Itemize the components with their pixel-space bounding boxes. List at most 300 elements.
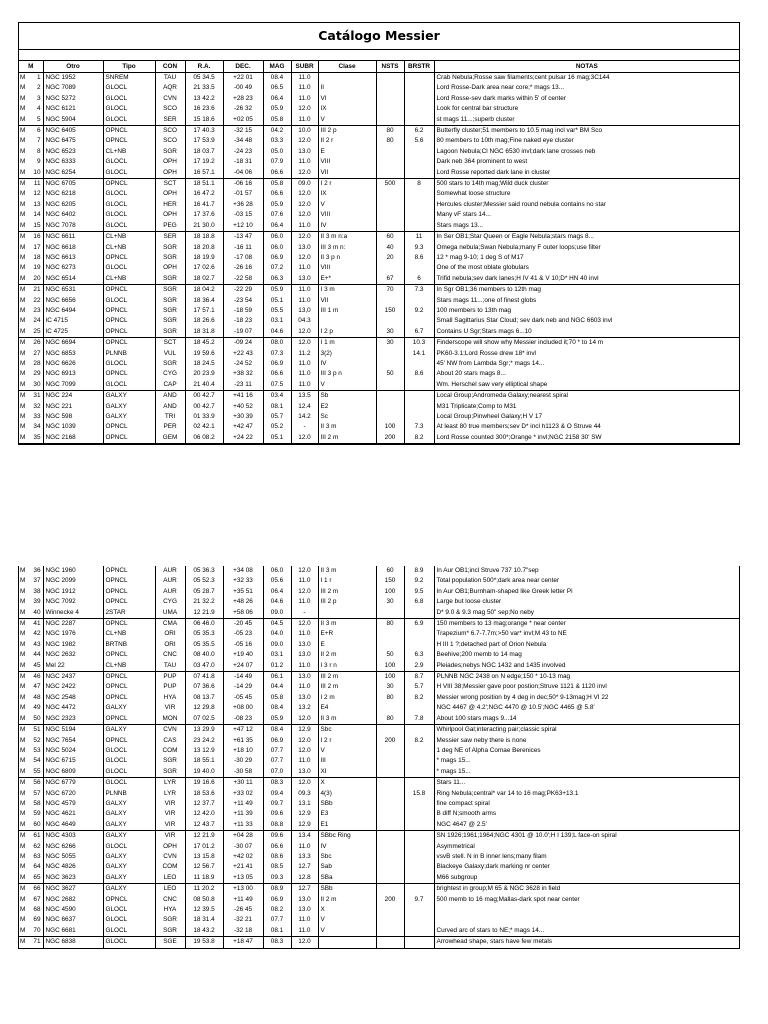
cell-con: OPH <box>155 842 185 852</box>
cell-brstr <box>404 842 434 852</box>
cell-ra: 18 51.1 <box>185 179 223 190</box>
cell-brstr <box>404 263 434 273</box>
cell-nsts <box>376 412 404 422</box>
cell-m-number: 19 <box>33 264 41 272</box>
cell-con: HYA <box>155 905 185 915</box>
cell-m-number: 22 <box>33 296 41 304</box>
cell-tipo: OPNCL <box>103 136 155 146</box>
header-otro: Otro <box>43 61 103 73</box>
cell-nsts: 30 <box>376 338 404 349</box>
cell-clase: II 2 r <box>318 136 376 146</box>
cell-notas: In Ser OB1;Star Queen or Eagle Nebula;stars mags 8... <box>434 232 739 243</box>
cell-m-prefix: M <box>20 74 26 81</box>
cell-m-prefix: M <box>20 746 26 754</box>
cell-subr: 11.0 <box>291 926 318 937</box>
header-m: M <box>19 61 43 73</box>
cell-nsts <box>376 809 404 819</box>
cell-subr: 12.0 <box>291 433 318 444</box>
table-row <box>19 608 739 619</box>
cell-nsts <box>376 789 404 799</box>
cell-tipo: GALXY <box>103 884 155 895</box>
cell-con: VIR <box>155 820 185 831</box>
cell-subr: 13.0 <box>291 905 318 915</box>
cell-tipo: GALXY <box>103 391 155 402</box>
cell-subr: 13.0 <box>291 895 318 905</box>
cell-con: CNC <box>155 650 185 660</box>
cell-ra: 03 47.0 <box>185 661 223 672</box>
cell-brstr: 8.2 <box>404 736 434 746</box>
cell-brstr: 10.3 <box>404 338 434 349</box>
cell-dec: +38 32 <box>223 369 263 379</box>
cell-otro: NGC 6694 <box>43 338 103 349</box>
cell-mag: 07.7 <box>263 746 291 756</box>
cell-otro: NGC 4472 <box>43 703 103 713</box>
cell-tipo: OPNCL <box>103 736 155 746</box>
cell-m-number: 31 <box>33 392 41 400</box>
cell-brstr <box>404 94 434 104</box>
table-row <box>19 327 739 338</box>
cell-m-prefix: M <box>19 608 29 619</box>
cell-clase: V <box>318 115 376 126</box>
cell-nsts <box>376 189 404 199</box>
cell-nsts <box>376 831 404 842</box>
cell-subr: 13.0 <box>291 640 318 650</box>
cell-con: CVN <box>155 725 185 736</box>
cell-otro: Winnecke 4 <box>43 608 103 619</box>
cell-mag: 05.8 <box>263 179 291 190</box>
cell-mag: 03.4 <box>263 391 291 402</box>
cell-dec: -04 06 <box>223 168 263 179</box>
cell-nsts: 150 <box>376 576 404 586</box>
cell-otro: NGC 1912 <box>43 587 103 597</box>
cell-m-number: 27 <box>33 349 41 357</box>
cell-mag: 08.2 <box>263 905 291 915</box>
cell-otro: NGC 6715 <box>43 756 103 766</box>
cell-tipo: GLOCL <box>103 296 155 306</box>
cell-m-number: 3 <box>36 94 41 102</box>
cell-otro: NGC 2099 <box>43 576 103 586</box>
cell-subr: 13.4 <box>291 831 318 842</box>
cell-m-prefix: M <box>19 661 29 672</box>
cell-brstr: 8.6 <box>404 369 434 379</box>
cell-con: HYA <box>155 693 185 703</box>
cell-nsts <box>376 115 404 126</box>
cell-brstr <box>404 778 434 789</box>
cell-notas: fine compact spiral <box>434 799 739 809</box>
cell-con: UMA <box>155 608 185 619</box>
cell-brstr: 7.8 <box>404 714 434 725</box>
cell-nsts <box>376 147 404 157</box>
cell-m-number: 54 <box>33 757 41 765</box>
cell-m-prefix: M <box>20 640 26 648</box>
table-row <box>19 905 739 915</box>
cell-otro: NGC 2422 <box>43 682 103 692</box>
table-row <box>19 884 739 895</box>
cell-dec: +28 23 <box>223 94 263 104</box>
cell-subr: 12.0 <box>291 778 318 789</box>
cell-ra: 11 18.9 <box>185 873 223 884</box>
cell-subr: 13.0 <box>291 274 318 285</box>
cell-nsts: 50 <box>376 369 404 379</box>
cell-tipo: OPNCL <box>103 566 155 576</box>
cell-nsts: 100 <box>376 661 404 672</box>
cell-tipo: GLOCL <box>103 778 155 789</box>
cell-notas: Look for central bar structure <box>434 104 739 114</box>
cell-brstr: 6.3 <box>404 650 434 660</box>
cell-otro: NGC 6405 <box>43 126 103 137</box>
cell-otro: Mel 22 <box>43 661 103 672</box>
table-row <box>19 157 739 167</box>
cell-otro: NGC 6809 <box>43 767 103 778</box>
cell-con: PUP <box>155 672 185 683</box>
cell-m-prefix: M <box>20 84 26 92</box>
cell-con: AQR <box>155 83 185 93</box>
cell-dec: -24 23 <box>223 147 263 157</box>
cell-otro: NGC 6254 <box>43 168 103 179</box>
table-row <box>19 778 739 789</box>
cell-tipo: OPNCL <box>103 285 155 296</box>
cell-m-number: 63 <box>33 852 41 860</box>
cell-m-number: 37 <box>33 577 41 585</box>
cell-subr: 12.0 <box>291 253 318 263</box>
cell-brstr: 8.6 <box>404 253 434 263</box>
cell-subr: - <box>291 608 318 619</box>
cell-nsts <box>376 94 404 104</box>
cell-clase: E+* <box>318 274 376 285</box>
cell-m-number: 35 <box>29 433 43 444</box>
cell-clase: E <box>318 147 376 157</box>
cell-subr: 11.0 <box>291 94 318 104</box>
cell-ra: 05 34.5 <box>185 73 223 84</box>
cell-tipo: CL+NB <box>103 661 155 672</box>
cell-m-prefix: M <box>19 820 29 831</box>
cell-brstr: 6.9 <box>404 619 434 630</box>
cell-con: HER <box>155 200 185 210</box>
cell-subr: 11.0 <box>291 83 318 93</box>
cell-m-prefix: M <box>20 789 26 797</box>
cell-dec: -00 49 <box>223 83 263 93</box>
header-dec: DEC. <box>223 61 263 73</box>
cell-clase: SBa <box>318 873 376 884</box>
cell-tipo: OPNCL <box>103 714 155 725</box>
cell-tipo: GALXY <box>103 809 155 819</box>
cell-tipo: GALXY <box>103 831 155 842</box>
cell-m-number: 43 <box>33 640 41 648</box>
cell-m-prefix: M <box>20 306 26 314</box>
cell-brstr: 9.2 <box>404 576 434 586</box>
cell-otro: NGC 6514 <box>43 274 103 285</box>
cell-m-prefix: M <box>19 926 29 937</box>
cell-otro: NGC 2548 <box>43 693 103 703</box>
cell-dec: -32 15 <box>223 126 263 137</box>
cell-clase <box>318 937 376 948</box>
cell-brstr <box>404 725 434 736</box>
cell-ra: 18 36.4 <box>185 296 223 306</box>
cell-otro: NGC 5194 <box>43 725 103 736</box>
cell-dec: -26 16 <box>223 263 263 273</box>
cell-brstr <box>404 629 434 639</box>
cell-otro: NGC 6218 <box>43 189 103 199</box>
cell-subr: 13.0 <box>291 672 318 683</box>
cell-brstr <box>404 809 434 819</box>
cell-ra: 19 59.6 <box>185 349 223 359</box>
cell-m-number: 71 <box>33 938 41 946</box>
catalog-sheet-bottom <box>18 566 740 949</box>
cell-con: SGR <box>155 253 185 263</box>
cell-dec: -34 48 <box>223 136 263 146</box>
cell-m-prefix: M <box>19 433 29 444</box>
header-nsts: NSTS <box>376 61 404 73</box>
cell-ra: 12 21.9 <box>185 831 223 842</box>
cell-brstr <box>404 104 434 114</box>
cell-ra: 18 03.7 <box>185 147 223 157</box>
cell-notas: In Aur OB1;Burnham-shaped like Greek letter Pi <box>434 587 739 597</box>
cell-clase: V <box>318 746 376 756</box>
cell-brstr <box>404 926 434 937</box>
cell-dec: -22 29 <box>223 285 263 296</box>
cell-clase: IX <box>318 104 376 114</box>
cell-ra: 12 29.8 <box>185 703 223 713</box>
cell-con: SGR <box>155 756 185 766</box>
cell-m-number: 69 <box>33 916 41 924</box>
cell-ra: 19 53.8 <box>185 937 223 948</box>
cell-dec: +32 33 <box>223 576 263 586</box>
cell-brstr <box>404 915 434 925</box>
cell-subr: 12.0 <box>291 338 318 349</box>
cell-dec: -30 29 <box>223 756 263 766</box>
cell-con: CAS <box>155 736 185 746</box>
cell-subr: 13.0 <box>291 243 318 253</box>
cell-brstr <box>404 640 434 650</box>
cell-dec: +42 02 <box>223 852 263 862</box>
cell-con: AUR <box>155 576 185 586</box>
cell-m-prefix: M <box>20 264 26 272</box>
cell-tipo: GLOCL <box>103 157 155 167</box>
cell-m-number: 48 <box>33 693 41 701</box>
cell-otro: NGC 3627 <box>43 884 103 895</box>
cell-m-number: 21 <box>33 286 41 294</box>
cell-clase: I 3 m <box>318 285 376 296</box>
cell-mag: 08.9 <box>263 884 291 895</box>
cell-dec: -05 45 <box>223 693 263 703</box>
table-row <box>19 640 739 650</box>
cell-otro: NGC 6494 <box>43 306 103 316</box>
cell-con: OPH <box>155 263 185 273</box>
cell-mag: 04.6 <box>263 597 291 607</box>
cell-ra: 18 55.1 <box>185 756 223 766</box>
cell-m-number: 42 <box>33 630 41 638</box>
cell-m-number: 52 <box>33 736 41 744</box>
cell-dec: +48 26 <box>223 597 263 607</box>
cell-con: CVN <box>155 94 185 104</box>
cell-dec: -17 08 <box>223 253 263 263</box>
cell-mag: 06.4 <box>263 587 291 597</box>
cell-brstr <box>404 703 434 713</box>
cell-otro: NGC 224 <box>43 391 103 402</box>
cell-dec: -13 47 <box>223 232 263 243</box>
cell-tipo: GLOCL <box>103 842 155 852</box>
messier-table-bottom <box>19 566 739 948</box>
cell-notas: Local Group;Pinwheel Galaxy;H V 17 <box>434 412 739 422</box>
cell-ra: 00 42.7 <box>185 391 223 402</box>
cell-mag: 06.9 <box>263 253 291 263</box>
cell-clase: I 2 m <box>318 693 376 703</box>
cell-clase: Sb <box>318 391 376 402</box>
cell-otro: NGC 6333 <box>43 157 103 167</box>
cell-con: SER <box>155 232 185 243</box>
table-row <box>19 402 739 412</box>
cell-notas: In Aur OB1;incl Struve 737 10.7"sep <box>434 566 739 576</box>
table-row <box>19 274 739 285</box>
cell-otro: NGC 6626 <box>43 359 103 369</box>
cell-nsts: 50 <box>376 650 404 660</box>
cell-notas: Somewhat loose structure <box>434 189 739 199</box>
cell-nsts: 80 <box>376 693 404 703</box>
cell-notas: Local Group;Andromeda Galaxy;nearest spiral <box>434 391 739 402</box>
cell-brstr <box>404 412 434 422</box>
cell-clase: Sbc <box>318 852 376 862</box>
cell-subr: 11.0 <box>291 157 318 167</box>
cell-tipo: OPNCL <box>103 306 155 316</box>
cell-mag: 05.1 <box>263 296 291 306</box>
cell-ra: 17 40.3 <box>185 126 223 137</box>
cell-notas: 1 deg NE of Alpha Comae Berenices <box>434 746 739 756</box>
cell-clase: II 2 m <box>318 650 376 660</box>
cell-m-prefix: M <box>19 767 29 778</box>
table-row <box>19 73 739 84</box>
cell-otro: IC 4715 <box>43 316 103 326</box>
cell-mag: 09.0 <box>263 608 291 619</box>
cell-con: AUR <box>155 566 185 576</box>
cell-dec: -30 58 <box>223 767 263 778</box>
cell-notas: Curved arc of stars to NE;* mags 14... <box>434 926 739 937</box>
table-row <box>19 831 739 842</box>
cell-con: CMA <box>155 619 185 630</box>
cell-mag: 07.7 <box>263 756 291 766</box>
cell-otro: NGC 6611 <box>43 232 103 243</box>
cell-subr: 13.1 <box>291 799 318 809</box>
cell-subr: 11.0 <box>291 73 318 84</box>
cell-dec: +58 06 <box>223 608 263 619</box>
table-body-top <box>19 73 739 444</box>
cell-clase: E+R <box>318 629 376 639</box>
cell-tipo: GLOCL <box>103 937 155 948</box>
cell-con: LEO <box>155 884 185 895</box>
cell-notas: brightest in group;M 65 & NGC 3628 in field <box>434 884 739 895</box>
cell-mag: 06.9 <box>263 359 291 369</box>
cell-tipo: GLOCL <box>103 221 155 232</box>
cell-con: OPH <box>155 189 185 199</box>
cell-dec: -05 23 <box>223 629 263 639</box>
cell-otro: NGC 6681 <box>43 926 103 937</box>
cell-nsts: 80 <box>376 136 404 146</box>
cell-subr: - <box>291 422 318 432</box>
cell-brstr: 9.5 <box>404 587 434 597</box>
cell-mag: 05.8 <box>263 115 291 126</box>
cell-nsts: 80 <box>376 126 404 137</box>
cell-nsts <box>376 83 404 93</box>
cell-tipo: GLOCL <box>103 905 155 915</box>
cell-ra: 06 08.2 <box>185 433 223 444</box>
cell-brstr <box>404 884 434 895</box>
cell-con: OPH <box>155 157 185 167</box>
cell-m-number: 26 <box>33 339 41 347</box>
table-row <box>19 189 739 199</box>
cell-m-prefix: M <box>20 349 26 357</box>
cell-tipo: CL+NB <box>103 274 155 285</box>
cell-nsts <box>376 926 404 937</box>
cell-nsts: 60 <box>376 232 404 243</box>
cell-dec: -19 07 <box>223 327 263 338</box>
cell-subr: 12.0 <box>291 327 318 338</box>
cell-notas: Blackeye Galaxy;dark marking nr center <box>434 862 739 872</box>
cell-notas: Dark neb 364 prominent to west <box>434 157 739 167</box>
cell-con: SCT <box>155 338 185 349</box>
cell-nsts <box>376 349 404 359</box>
cell-con: AND <box>155 402 185 412</box>
cell-m-number: 9 <box>36 158 41 166</box>
cell-ra: 16 57.1 <box>185 168 223 179</box>
table-row <box>19 672 739 683</box>
cell-ra: 17 19.2 <box>185 157 223 167</box>
cell-con: SGR <box>155 243 185 253</box>
cell-brstr <box>404 157 434 167</box>
cell-con: SGR <box>155 306 185 316</box>
cell-notas: Many vF stars 14... <box>434 210 739 220</box>
cell-dec: -14 29 <box>223 682 263 692</box>
cell-nsts <box>376 221 404 232</box>
cell-clase: 4(3) <box>318 789 376 799</box>
cell-subr: 13,0 <box>291 306 318 316</box>
cell-con: SER <box>155 115 185 126</box>
cell-clase: Sbc <box>318 725 376 736</box>
cell-ra: 05 35.5 <box>185 640 223 650</box>
cell-dec: -23 11 <box>223 380 263 391</box>
cell-subr: 11.0 <box>291 629 318 639</box>
cell-dec: +42 47 <box>223 422 263 432</box>
cell-tipo: OPNCL <box>103 650 155 660</box>
cell-brstr: 7.3 <box>404 422 434 432</box>
cell-m-prefix: M <box>20 200 26 208</box>
cell-ra: 18 02.7 <box>185 274 223 285</box>
cell-m-number: 29 <box>33 370 41 378</box>
cell-notas: 150 members to 13 mag;orange * near center <box>434 619 739 630</box>
cell-brstr: 9.2 <box>404 306 434 316</box>
cell-nsts <box>376 608 404 619</box>
cell-nsts: 100 <box>376 587 404 597</box>
cell-clase: II <box>318 83 376 93</box>
cell-tipo: OPNCL <box>103 179 155 190</box>
cell-subr: 12.0 <box>291 200 318 210</box>
cell-tipo: CL+NB <box>103 147 155 157</box>
cell-clase: II 3 p n <box>318 253 376 263</box>
cell-m-number: 64 <box>33 863 41 871</box>
cell-clase: VIII <box>318 210 376 220</box>
cell-notas: Omega nebula;Swan Nebula;many F outer loops;use filter <box>434 243 739 253</box>
cell-m-prefix: M <box>20 147 26 155</box>
cell-m-number: 60 <box>29 820 43 831</box>
cell-notas: B diff N;smooth arms <box>434 809 739 819</box>
cell-otro: NGC 6273 <box>43 263 103 273</box>
cell-m-number: 65 <box>29 873 43 884</box>
cell-m-prefix: M <box>19 380 29 391</box>
cell-m-number: 49 <box>33 704 41 712</box>
cell-subr: 09.3 <box>291 789 318 799</box>
cell-dec: -30 07 <box>223 842 263 852</box>
cell-m-prefix: M <box>19 274 29 285</box>
cell-otro: NGC 1039 <box>43 422 103 432</box>
cell-subr: 11.0 <box>291 597 318 607</box>
